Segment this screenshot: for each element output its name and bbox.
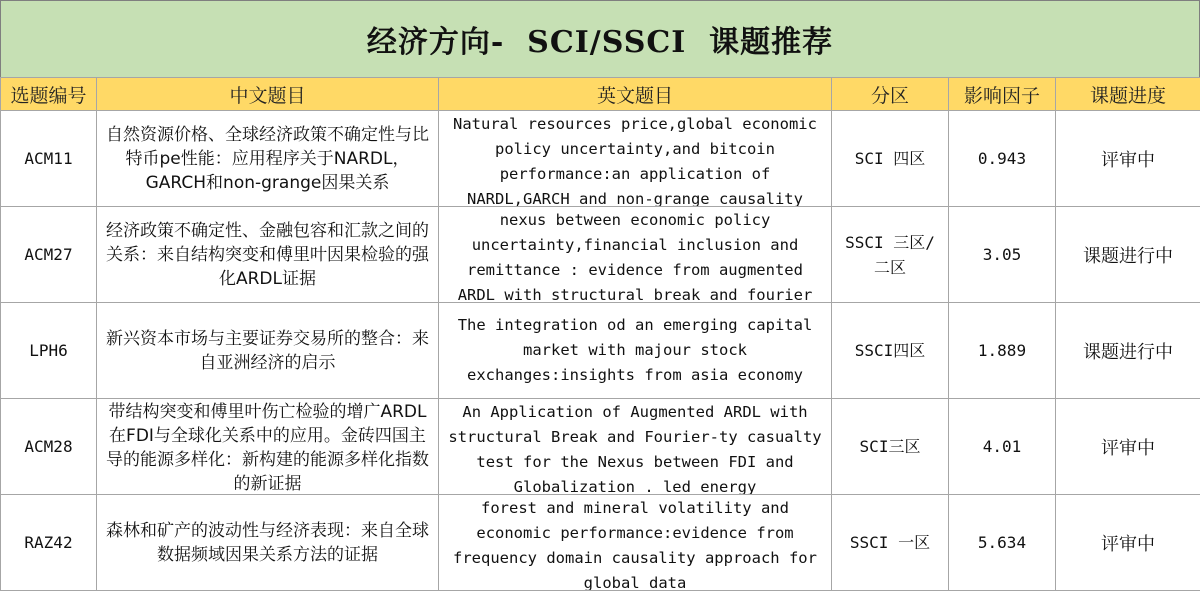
cell-zone[interactable]	[832, 303, 949, 399]
column-header-status[interactable]: 课题进度	[1056, 78, 1200, 111]
table-row	[1, 207, 1200, 303]
table-row	[1, 399, 1200, 495]
cell-id[interactable]: LPH6	[1, 303, 97, 399]
column-header-zone[interactable]: 分区	[832, 78, 949, 111]
cell-status[interactable]: 课题进行中	[1056, 303, 1200, 399]
zone-text: SCI 四区	[832, 146, 948, 171]
cn-title-text: 森林和矿产的波动性与经济表现：来自全球数据频域因果关系方法的证据	[97, 519, 438, 567]
cell-zone[interactable]	[832, 495, 949, 591]
en-title-text: An Application of Augmented ARDL with structural Break and Fourier-ty casualty test for the Nexus between FDI and Globalization . led energy	[439, 400, 831, 494]
table-row	[1, 111, 1200, 207]
cell-zone[interactable]	[832, 399, 949, 495]
cell-en-title[interactable]	[439, 207, 832, 303]
cn-title-text: 带结构突变和傅里叶伤亡检验的增广ARDL在FDI与全球化关系中的应用。金砖四国主导的能源多样化：新构建的能源多样化指数的新证据	[97, 400, 438, 494]
cell-en-title[interactable]	[439, 303, 832, 399]
cell-status[interactable]: 评审中	[1056, 495, 1200, 591]
zone-text: SSCI 一区	[832, 530, 948, 555]
cell-status[interactable]: 评审中	[1056, 399, 1200, 495]
cell-zone[interactable]	[832, 111, 949, 207]
cell-zone[interactable]	[832, 207, 949, 303]
zone-text: SSCI四区	[832, 338, 948, 363]
cell-cn-title[interactable]	[97, 495, 439, 591]
en-title-text: The integration od an emerging capital market with majour stock exchanges:insights from asia economy	[439, 313, 831, 388]
cell-impact-factor[interactable]: 5.634	[949, 495, 1056, 591]
cell-impact-factor[interactable]: 0.943	[949, 111, 1056, 207]
cell-en-title[interactable]	[439, 399, 832, 495]
table-row	[1, 495, 1200, 591]
en-title-text: Natural resources price,global economic policy uncertainty,and bitcoin performance:an application of NARDL,GARCH and non-grange causality	[439, 112, 831, 206]
en-title-text: nexus between economic policy uncertainty,financial inclusion and remittance : evidence from augmented ARDL with structural break and fourier	[439, 208, 831, 302]
zone-text: SCI三区	[832, 434, 948, 459]
en-title-text: forest and mineral volatility and economic performance:evidence from frequency domain causality approach for global data	[439, 496, 831, 590]
zone-text: SSCI 三区/二区	[832, 230, 948, 280]
cn-title-text: 经济政策不确定性、金融包容和汇款之间的关系：来自结构突变和傅里叶因果检验的强化ARDL证据	[97, 219, 438, 291]
cell-status[interactable]: 课题进行中	[1056, 207, 1200, 303]
cell-cn-title[interactable]	[97, 303, 439, 399]
cell-impact-factor[interactable]: 1.889	[949, 303, 1056, 399]
cell-impact-factor[interactable]: 3.05	[949, 207, 1056, 303]
cell-cn-title[interactable]	[97, 207, 439, 303]
cell-en-title[interactable]	[439, 111, 832, 207]
cell-id[interactable]: RAZ42	[1, 495, 97, 591]
cell-en-title[interactable]	[439, 495, 832, 591]
cell-status[interactable]: 评审中	[1056, 111, 1200, 207]
cell-impact-factor[interactable]: 4.01	[949, 399, 1056, 495]
cell-id[interactable]: ACM27	[1, 207, 97, 303]
cn-title-text: 新兴资本市场与主要证券交易所的整合：来自亚洲经济的启示	[97, 327, 438, 375]
cell-cn-title[interactable]	[97, 399, 439, 495]
cn-title-text: 自然资源价格、全球经济政策不确定性与比特币pe性能：应用程序关于NARDL，GARCH和non-grange因果关系	[97, 123, 438, 195]
topics-table	[0, 77, 1200, 591]
header-row	[1, 78, 1200, 111]
cell-id[interactable]: ACM11	[1, 111, 97, 207]
column-header-id[interactable]: 选题编号	[1, 78, 97, 111]
column-header-impact-factor[interactable]: 影响因子	[949, 78, 1056, 111]
cell-cn-title[interactable]	[97, 111, 439, 207]
column-header-en-title[interactable]: 英文题目	[439, 78, 832, 111]
column-header-cn-title[interactable]: 中文题目	[97, 78, 439, 111]
sheet-title: 经济方向- SCI/SSCI 课题推荐	[0, 0, 1200, 78]
table-row	[1, 303, 1200, 399]
cell-id[interactable]: ACM28	[1, 399, 97, 495]
